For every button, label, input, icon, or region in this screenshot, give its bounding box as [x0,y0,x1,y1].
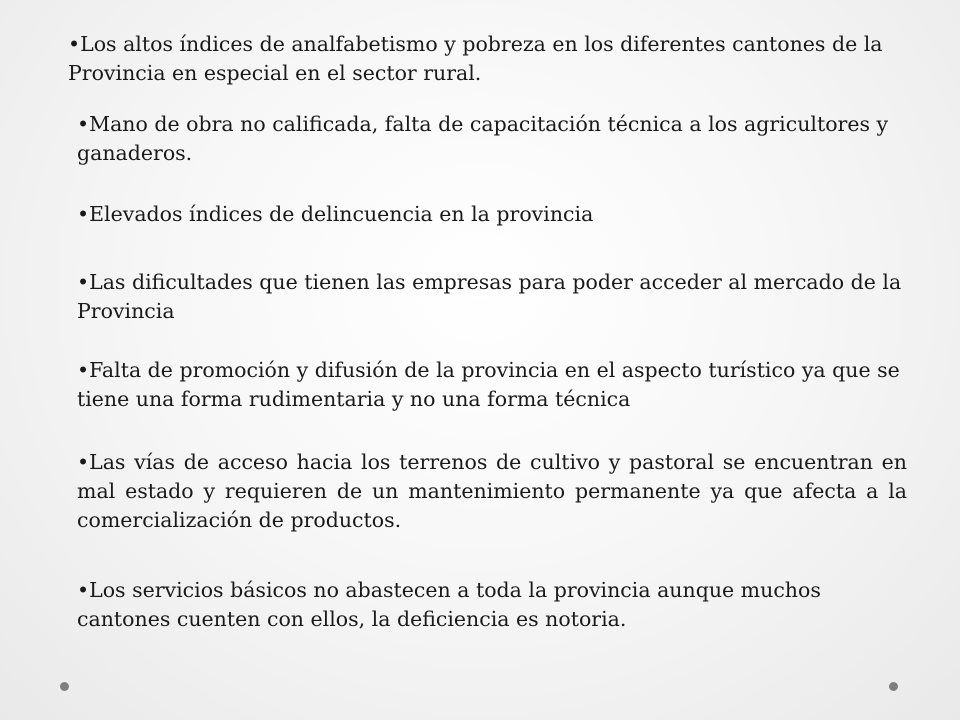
bullet-marker: • [77,202,90,226]
bullet-item-2 [77,110,907,168]
bullet-text-1: Los altos índices de analfabetismo y pobreza en los diferentes cantones de la Provincia en especial en el sector rural. [68,32,883,85]
bullet-marker: • [77,578,90,602]
bullet-text-3: Elevados índices de delincuencia en la provincia [89,202,594,226]
bullet-marker: • [77,112,90,136]
bullet-marker: • [68,32,81,56]
bullet-item-4 [77,268,907,326]
bullet-item-7 [77,576,907,634]
bullet-text-6: Las vías de acceso hacia los terrenos de cultivo y pastoral se encuentran en mal estado y requieren de un mantenimiento permanente ya que afecta a la comercialización de productos. [77,450,907,532]
corner-dot-right [889,682,898,691]
bullet-text-4: Las dificultades que tienen las empresas para poder acceder al mercado de la Provincia [77,270,902,323]
bullet-marker: • [77,358,90,382]
bullet-item-1 [68,30,898,88]
bullet-item-3 [77,200,907,229]
bullet-marker: • [77,450,90,474]
bullet-text-2: Mano de obra no calificada, falta de capacitación técnica a los agricultores y ganaderos. [77,112,889,165]
bullet-item-6 [77,448,907,535]
bullet-text-7: Los servicios básicos no abastecen a toda la provincia aunque muchos cantones cuenten con ellos, la deficiencia es notoria. [77,578,821,631]
bullet-marker: • [77,270,90,294]
bullet-item-5 [77,356,907,414]
corner-dot-left [60,682,69,691]
bullet-text-5: Falta de promoción y difusión de la provincia en el aspecto turístico ya que se tiene una forma rudimentaria y no una forma técnica [77,358,900,411]
